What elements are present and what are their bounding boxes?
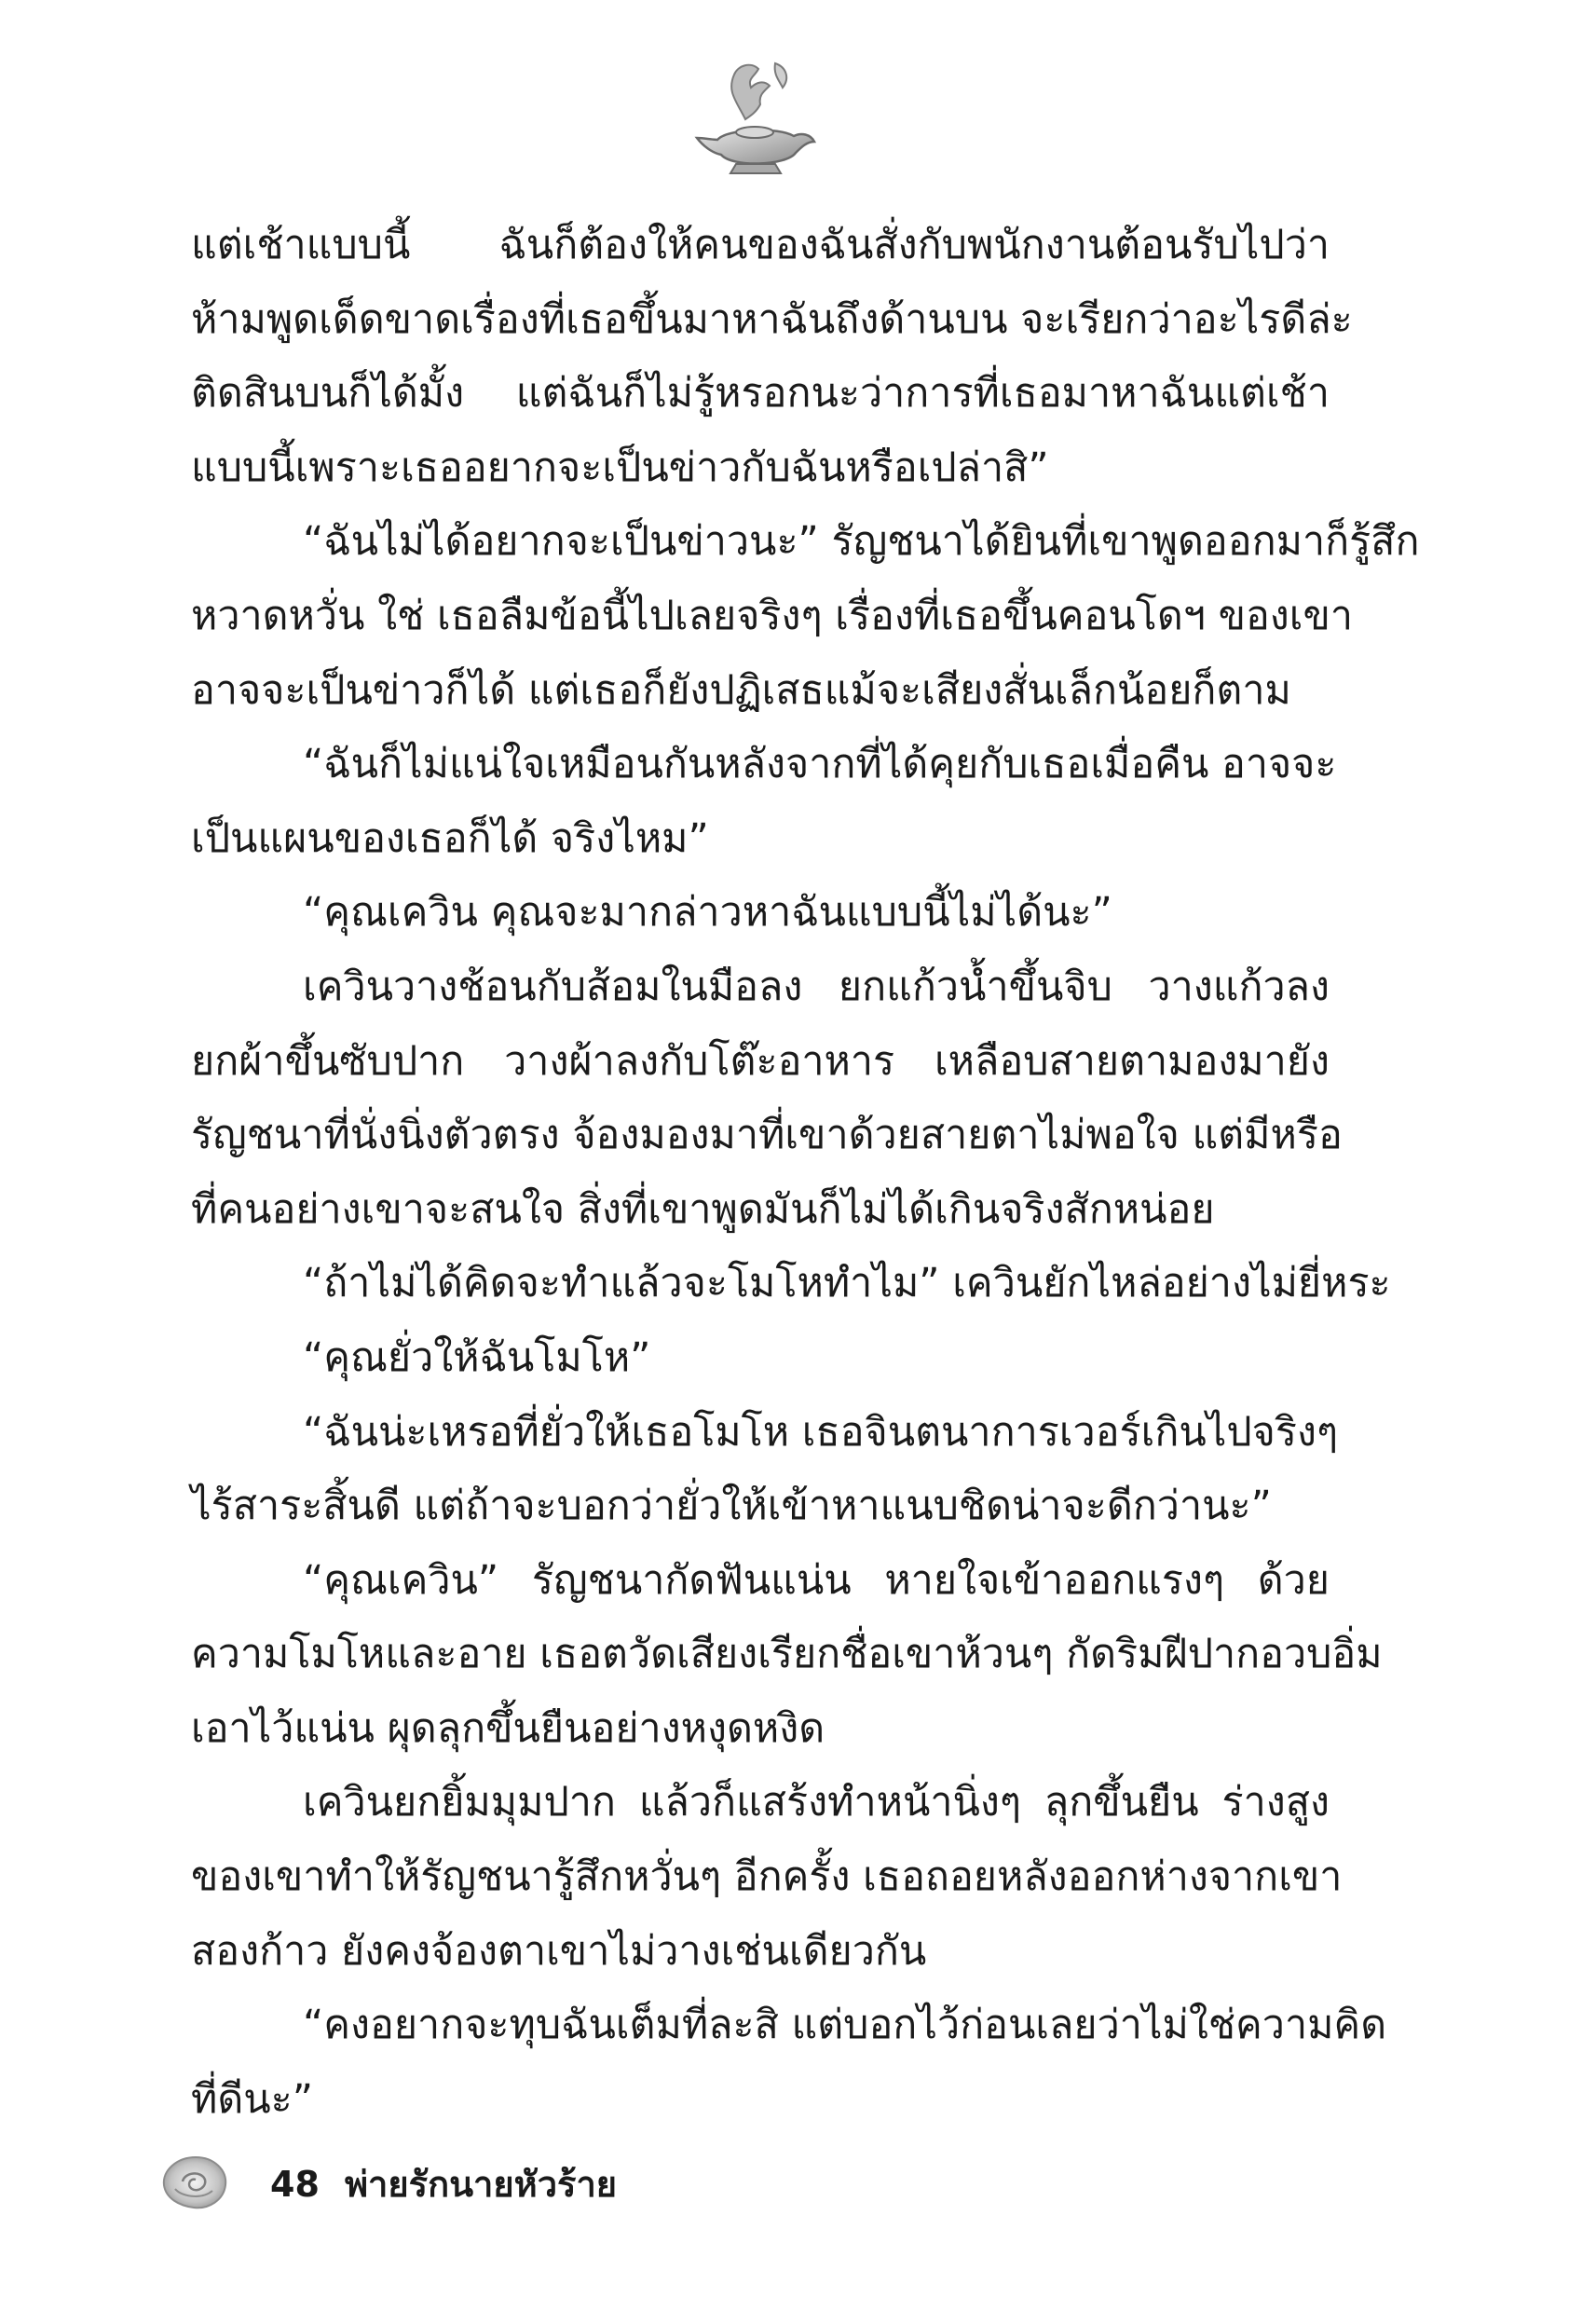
paragraph bbox=[191, 209, 1353, 505]
rose-icon bbox=[158, 2148, 231, 2215]
text-line: แบบนี้เพราะเธออยากจะเป็นข่าวกับฉันหรือเปล่าสิ” bbox=[191, 444, 1049, 491]
text-line: ห้ามพูดเด็ดขาดเรื่องที่เธอขึ้นมาหาฉันถึงด้านบน จะเรียกว่าอะไรดีล่ะ bbox=[191, 295, 1353, 343]
text-line: แต่เช้าแบบนี้ ฉันก็ต้องให้คนของฉันสั่งกับพนักงานต้อนรับไปว่า bbox=[191, 222, 1330, 268]
text-line: “คงอยากจะทุบฉันเต็มที่ละสิ แต่บอกไว้ก่อนเลยว่าไม่ใช่ความคิด bbox=[303, 2002, 1387, 2049]
paragraph bbox=[191, 1321, 1330, 1396]
text-line: เควินยกยิ้มมุมปาก แล้วก็แสร้งทำหน้านิ่งๆ ลุกขึ้นยืน ร่างสูง bbox=[303, 1779, 1330, 1826]
paragraph bbox=[191, 950, 1343, 1247]
paragraph bbox=[191, 1247, 1391, 1321]
text-line: ที่ดีนะ” bbox=[191, 2075, 314, 2123]
text-line: ไร้สาระสิ้นดี แต่ถ้าจะบอกว่ายั่วให้เข้าหาแนบชิดน่าจะดีกว่านะ” bbox=[191, 1483, 1272, 1530]
paragraph bbox=[191, 1396, 1339, 1544]
text-line: “คุณเควิน” รัญชนากัดฟันแน่น หายใจเข้าออกแรงๆ ด้วย bbox=[303, 1556, 1330, 1604]
text-line: ที่คนอย่างเขาจะสนใจ สิ่งที่เขาพูดมันก็ไม่ได้เกินจริงสักหน่อย bbox=[191, 1185, 1215, 1233]
text-line: อาจจะเป็นข่าวก็ได้ แต่เธอก็ยังปฏิเสธแม้จะเสียงสั่นเล็กน้อยก็ตาม bbox=[191, 666, 1291, 714]
text-line: ติดสินบนก็ได้มั้ง แต่ฉันก็ไม่รู้หรอกนะว่าการที่เธอมาหาฉันแต่เช้า bbox=[191, 370, 1330, 417]
text-line: รัญชนาที่นั่งนิ่งตัวตรง จ้องมองมาที่เขาด้วยสายตาไม่พอใจ แต่มีหรือ bbox=[191, 1112, 1343, 1159]
body-text bbox=[191, 209, 1420, 2137]
text-line: เอาไว้แน่น ผุดลุกขึ้นยืนอย่างหงุดหงิด bbox=[191, 1704, 825, 1752]
paragraph bbox=[191, 1766, 1343, 1989]
genie-lamp-icon bbox=[689, 54, 820, 180]
paragraph bbox=[191, 1544, 1383, 1767]
text-line: สองก้าว ยังคงจ้องตาเขาไม่วางเช่นเดียวกัน bbox=[191, 1927, 927, 1975]
text-line: “ฉันก็ไม่แน่ใจเหมือนกันหลังจากที่ได้คุยกับเธอเมื่อคืน อาจจะ bbox=[303, 741, 1337, 788]
book-title: พ่ายรักนายหัวร้าย bbox=[345, 2164, 618, 2205]
text-line: ยกผ้าขึ้นซับปาก วางผ้าลงกับโต๊ะอาหาร เหลือบสายตามองมายัง bbox=[191, 1037, 1330, 1085]
text-line: เป็นแผนของเธอก็ได้ จริงไหม” bbox=[191, 814, 709, 862]
paragraph bbox=[191, 728, 1337, 876]
text-line: “ฉันน่ะเหรอที่ยั่วให้เธอโมโห เธอจินตนาการเวอร์เกินไปจริงๆ bbox=[303, 1408, 1339, 1456]
text-line: ของเขาทำให้รัญชนารู้สึกหวั่นๆ อีกครั้ง เธอถอยหลังออกห่างจากเขา bbox=[191, 1853, 1343, 1901]
text-line: หวาดหวั่น ใช่ เธอลืมข้อนี้ไปเลยจริงๆ เรื่องที่เธอขึ้นคอนโดฯ ของเขา bbox=[191, 592, 1354, 639]
paragraph bbox=[191, 505, 1420, 728]
page-number: 48 bbox=[270, 2164, 320, 2205]
paragraph bbox=[191, 876, 1330, 950]
text-line: ความโมโหและอาย เธอตวัดเสียงเรียกชื่อเขาห้วนๆ กัดริมฝีปากอวบอิ่ม bbox=[191, 1631, 1383, 1678]
paragraph bbox=[191, 1989, 1387, 2137]
text-line: “ถ้าไม่ได้คิดจะทำแล้วจะโมโหทำไม” เควินยักไหล่อย่างไม่ยี่หระ bbox=[303, 1260, 1391, 1307]
text-line: “คุณเควิน คุณจะมากล่าวหาฉันแบบนี้ไม่ได้นะ” bbox=[303, 889, 1112, 937]
text-line: “ฉันไม่ได้อยากจะเป็นข่าวนะ” รัญชนาได้ยินที่เขาพูดออกมาก็รู้สึก bbox=[303, 518, 1420, 566]
text-line: เควินวางช้อนกับส้อมในมือลง ยกแก้วน้ำขึ้นจิบ วางแก้วลง bbox=[303, 963, 1330, 1010]
page-footer bbox=[158, 2148, 811, 2232]
text-line: “คุณยั่วให้ฉันโมโห” bbox=[303, 1333, 651, 1381]
